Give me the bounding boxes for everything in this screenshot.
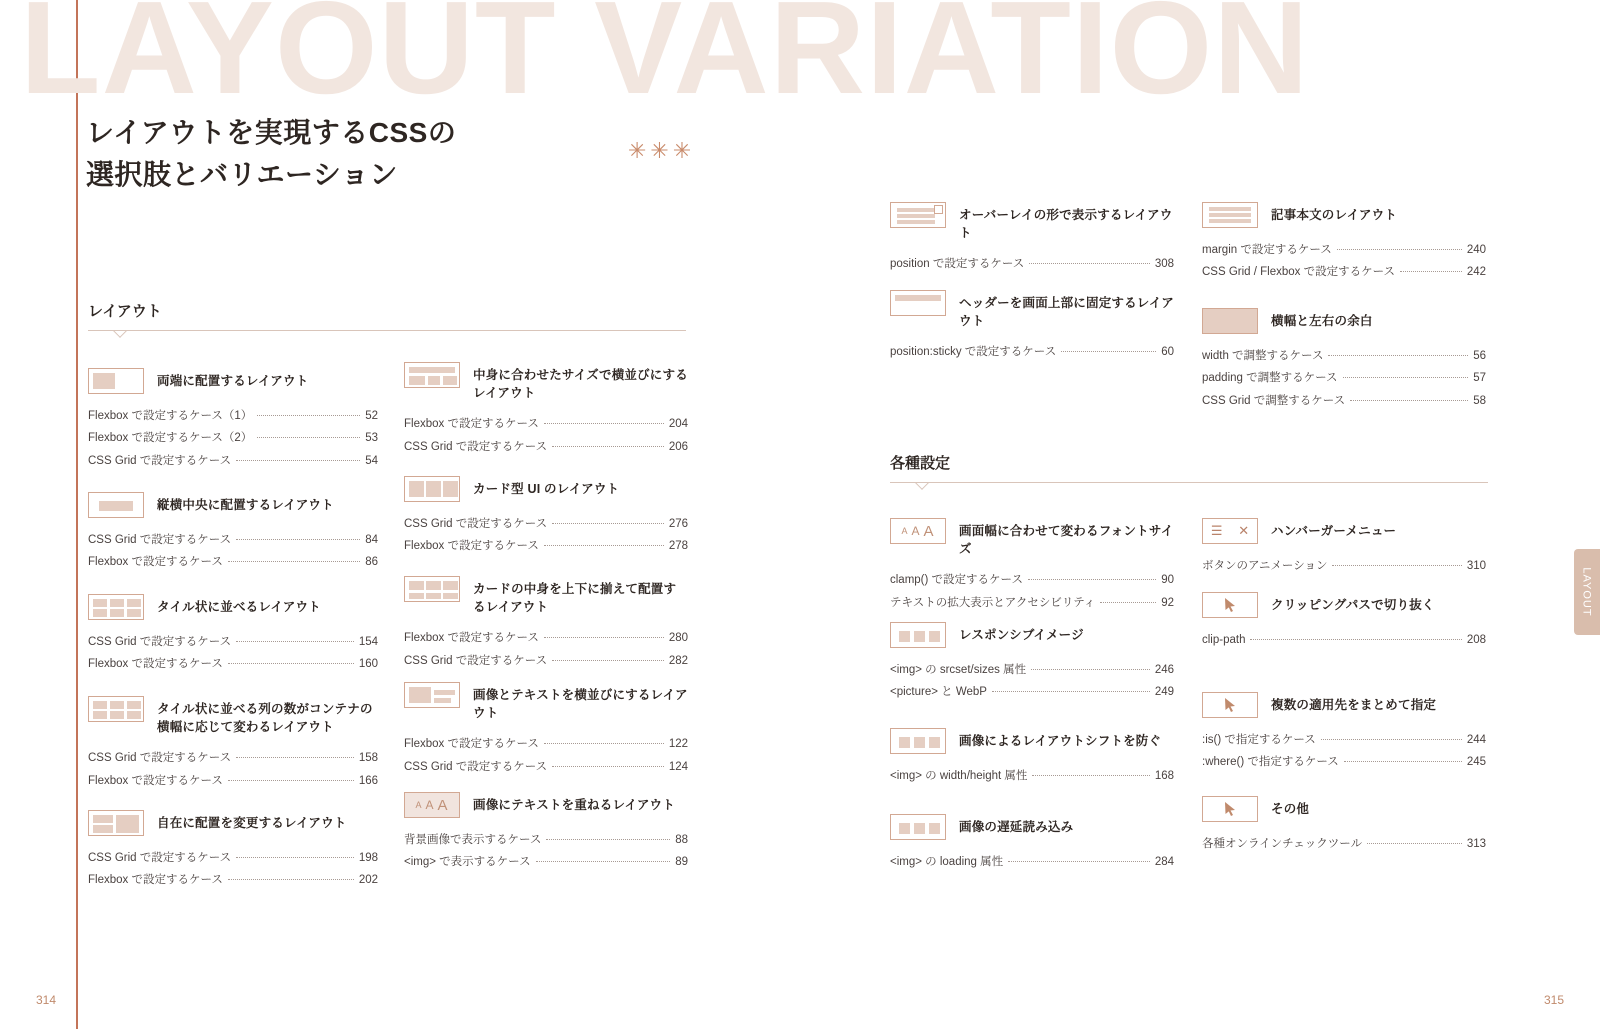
row-label: 各種オンラインチェックツール (1202, 838, 1363, 850)
row-page: 308 (1154, 258, 1174, 271)
entry-rows (88, 847, 378, 892)
cursor-arrow-icon (1222, 801, 1238, 817)
toc-row[interactable] (1202, 729, 1486, 751)
hamburger-lines-icon: ☰ (1210, 523, 1223, 538)
entry-header (890, 814, 1174, 840)
toc-entry-ryoutan[interactable] (88, 368, 378, 472)
leader-dots (1343, 377, 1469, 378)
entry-title: 中身に合わせたサイズで横並びにするレイアウト (473, 368, 688, 401)
row-label: <img> の loading 属性 (890, 856, 1004, 868)
toc-row[interactable] (88, 847, 378, 869)
entry-title: ヘッダーを画面上部に固定するレイアウト (959, 296, 1174, 329)
row-page: 57 (1473, 372, 1486, 385)
row-page: 122 (668, 738, 688, 751)
entry-header (890, 202, 1174, 242)
toc-entry-card-ui[interactable] (404, 476, 688, 558)
section-tick-settings (915, 482, 929, 491)
entry-header (404, 682, 688, 722)
entry-header (890, 518, 1174, 558)
toc-row[interactable] (890, 851, 1174, 873)
leader-dots (236, 641, 354, 642)
row-label: CSS Grid で設定するケース (88, 534, 232, 546)
thumbnail-hamburger (1202, 518, 1258, 544)
row-label: :is() で指定するケース (1202, 734, 1316, 746)
aaa-glyph: A A A (415, 796, 449, 814)
toc-row[interactable] (890, 253, 1174, 275)
leader-dots (1337, 249, 1462, 250)
entry-header (890, 290, 1174, 330)
entry-rows (404, 513, 688, 558)
toc-row[interactable] (890, 659, 1174, 681)
toc-row[interactable] (88, 653, 378, 675)
leader-dots (1100, 602, 1156, 603)
toc-row[interactable] (404, 535, 688, 557)
toc-row[interactable] (88, 427, 378, 449)
toc-entry-card-align[interactable] (404, 576, 688, 672)
entry-title: 記事本文のレイアウト (1271, 208, 1398, 222)
cursor-arrow-icon (1222, 697, 1238, 713)
row-page: 249 (1154, 686, 1174, 699)
asterisk-ornament: ✳✳✳ (628, 138, 696, 163)
leader-dots (228, 663, 354, 664)
row-page: 52 (365, 410, 378, 422)
toc-row[interactable] (1202, 261, 1486, 283)
row-page: 92 (1161, 596, 1174, 609)
toc-row[interactable] (1202, 555, 1486, 577)
row-label: Flexbox で設定するケース (88, 556, 223, 569)
leader-dots (544, 423, 664, 424)
row-page: 56 (1473, 350, 1486, 362)
row-page: 160 (358, 658, 378, 671)
row-page: 166 (358, 774, 378, 787)
leader-dots (546, 839, 670, 840)
toc-entry-juuou-chuuou[interactable] (88, 492, 378, 574)
row-label: <picture> と WebP (890, 686, 987, 699)
row-label: テキストの拡大表示とアクセシビリティ (890, 596, 1096, 609)
row-page: 245 (1466, 756, 1486, 769)
row-label: CSS Grid で設定するケース (404, 760, 548, 773)
row-label: width で調整するケース (1202, 350, 1324, 362)
row-page: 313 (1466, 838, 1486, 850)
row-label: Flexbox で設定するケース (88, 774, 223, 787)
toc-row[interactable] (88, 747, 378, 769)
leader-dots (1400, 271, 1462, 272)
entry-rows (1202, 345, 1486, 412)
thumbnail-cards-3 (404, 476, 460, 502)
entry-rows (404, 627, 688, 672)
row-page: 60 (1161, 346, 1174, 359)
page-title (86, 112, 456, 196)
toc-row[interactable] (404, 413, 688, 435)
row-page: 58 (1473, 394, 1486, 407)
row-label: ボタンのアニメーション (1202, 560, 1328, 572)
toc-entry-nakami-size[interactable] (404, 362, 688, 458)
row-page: 168 (1154, 770, 1174, 782)
section-rule-layout (88, 330, 686, 331)
leader-dots (236, 857, 354, 858)
leader-dots (552, 660, 664, 661)
entry-title: カードの中身を上下に揃えて配置するレイアウト (473, 582, 677, 615)
leader-dots (1032, 775, 1149, 776)
leader-dots (1344, 761, 1462, 762)
toc-row[interactable] (404, 513, 688, 535)
leader-dots (1328, 355, 1468, 356)
entry-title: 画面幅に合わせて変わるフォントサイズ (959, 524, 1174, 557)
page-title-line-2: 選択肢とバリエーション (86, 159, 398, 190)
entry-rows (890, 569, 1174, 614)
entry-rows (88, 747, 378, 792)
entry-header (1202, 202, 1486, 228)
thumbnail-cursor (1202, 692, 1258, 718)
row-page: 53 (365, 432, 378, 445)
entry-rows (890, 851, 1174, 873)
entry-header (404, 576, 688, 616)
hamburger-icon (1203, 519, 1257, 543)
leader-dots (1061, 351, 1156, 352)
leader-dots (228, 561, 360, 562)
entry-rows (88, 529, 378, 574)
toc-row[interactable] (404, 436, 688, 458)
toc-entry-img-text[interactable] (404, 682, 688, 778)
entry-rows (88, 405, 378, 472)
toc-row[interactable] (1202, 390, 1486, 412)
side-tab-label: LAYOUT (1581, 567, 1594, 617)
row-page: 84 (365, 534, 378, 546)
thumbnail-tiles-6 (88, 696, 144, 722)
toc-entry-hamburger[interactable] (1202, 518, 1486, 577)
toc-entry-clip-path[interactable] (1202, 592, 1486, 651)
entry-title: 複数の適用先をまとめて指定 (1271, 698, 1437, 712)
leader-dots (1250, 639, 1461, 640)
row-label: Flexbox で設定するケース（1） (88, 410, 253, 422)
row-page: 154 (358, 636, 378, 648)
row-label: Flexbox で設定するケース (404, 540, 539, 553)
toc-row[interactable] (404, 627, 688, 649)
row-label: Flexbox で設定するケース (404, 418, 539, 431)
toc-row[interactable] (404, 650, 688, 672)
leader-dots (544, 545, 664, 546)
toc-entry-layout-shift[interactable] (890, 728, 1174, 787)
toc-row[interactable] (88, 405, 378, 427)
row-label: Flexbox で設定するケース（2） (88, 432, 253, 445)
leader-dots (1031, 669, 1150, 670)
row-label: clamp() で設定するケース (890, 574, 1023, 587)
row-label: CSS Grid で設定するケース (404, 654, 548, 667)
leader-dots (536, 861, 671, 862)
toc-row[interactable] (890, 341, 1174, 363)
row-page: 242 (1466, 266, 1486, 279)
entry-header (890, 622, 1174, 648)
leader-dots (552, 446, 664, 447)
entry-header (88, 810, 378, 836)
row-page: 240 (1466, 244, 1486, 256)
toc-entry-article-body[interactable] (1202, 202, 1486, 284)
row-page: 280 (668, 632, 688, 645)
thumbnail-inline-sizes (404, 362, 460, 388)
entry-header (88, 594, 378, 620)
row-page: 198 (358, 852, 378, 864)
toc-row[interactable] (890, 681, 1174, 703)
toc-row[interactable] (1202, 751, 1486, 773)
row-page: 208 (1466, 634, 1486, 646)
row-label: Flexbox で設定するケース (88, 658, 223, 671)
toc-row[interactable] (88, 529, 378, 551)
entry-rows (404, 733, 688, 778)
entry-title: カード型 UI のレイアウト (473, 482, 620, 496)
row-label: Flexbox で設定するケース (88, 874, 223, 887)
toc-row[interactable] (88, 869, 378, 891)
entry-title: その他 (1271, 802, 1310, 816)
row-page: 158 (358, 752, 378, 765)
toc-row[interactable] (1202, 345, 1486, 367)
row-label: CSS Grid で設定するケース (404, 518, 548, 530)
toc-row[interactable] (890, 592, 1174, 614)
row-label: 背景画像で表示するケース (404, 834, 542, 846)
entry-title: 画像とテキストを横並びにするレイアウト (473, 688, 688, 721)
side-tab-layout[interactable] (1574, 549, 1600, 635)
watermark-title: LAYOUT VARIATION (20, 0, 1310, 121)
row-label: :where() で指定するケース (1202, 756, 1339, 769)
row-label: <img> の srcset/sizes 属性 (890, 664, 1027, 676)
entry-header (88, 492, 378, 518)
thumbnail-aaa-big (890, 518, 946, 544)
row-label: Flexbox で設定するケース (404, 738, 539, 751)
toc-entry-jizai[interactable] (88, 810, 378, 892)
entry-title: ハンバーガーメニュー (1271, 524, 1397, 538)
thumbnail-split-two (88, 368, 144, 394)
entry-rows (890, 253, 1174, 275)
entry-title: レスポンシブイメージ (959, 628, 1084, 642)
aaa-glyph: A A A (901, 522, 935, 540)
row-page: 310 (1466, 560, 1486, 572)
thumbnail-three-squares (890, 814, 946, 840)
leader-dots (544, 743, 664, 744)
entry-rows (404, 829, 688, 874)
entry-header (88, 368, 378, 394)
row-label: position:sticky で設定するケース (890, 346, 1057, 359)
entry-header (1202, 518, 1486, 544)
thumbnail-three-squares (890, 728, 946, 754)
toc-row[interactable] (1202, 629, 1486, 651)
toc-row[interactable] (890, 569, 1174, 591)
thumbnail-three-squares (890, 622, 946, 648)
row-page: 244 (1466, 734, 1486, 746)
toc-row[interactable] (404, 829, 688, 851)
row-page: 284 (1154, 856, 1174, 868)
leader-dots (236, 539, 360, 540)
row-label: CSS Grid で調整するケース (1202, 394, 1346, 407)
row-label: CSS Grid で設定するケース (404, 440, 548, 453)
entry-rows (1202, 629, 1486, 651)
toc-row[interactable] (1202, 833, 1486, 855)
row-page: 204 (668, 418, 688, 431)
entry-title: 横幅と左右の余白 (1271, 314, 1373, 328)
row-label: <img> で表示するケース (404, 856, 531, 869)
section-tick-layout (113, 330, 127, 339)
toc-entry-img-overlay-text[interactable] (404, 792, 688, 874)
thumbnail-cards-align (404, 576, 460, 602)
entry-header (1202, 692, 1486, 718)
entry-rows (1202, 729, 1486, 774)
entry-header (404, 476, 688, 502)
entry-header (404, 362, 688, 402)
leader-dots (228, 780, 354, 781)
thumbnail-solid-block (1202, 308, 1258, 334)
toc-entry-font-size[interactable] (890, 518, 1174, 614)
toc-entry-responsive-image[interactable] (890, 622, 1174, 704)
row-page: 89 (675, 856, 688, 869)
toc-row[interactable] (890, 765, 1174, 787)
entry-title: 自在に配置を変更するレイアウト (157, 816, 347, 830)
leader-dots (228, 879, 354, 880)
entry-rows (88, 631, 378, 676)
entry-title: クリッピングパスで切り抜く (1271, 598, 1435, 612)
folio-right: 315 (1543, 993, 1564, 1007)
row-label: CSS Grid / Flexbox で設定するケース (1202, 266, 1396, 279)
entry-rows (890, 341, 1174, 363)
entry-title: 画像によるレイアウトシフトを防ぐ (959, 734, 1162, 748)
leader-dots (1350, 400, 1468, 401)
thumbnail-img-text (404, 682, 460, 708)
entry-title: 両端に配置するレイアウト (157, 374, 309, 388)
close-icon: ✕ (1238, 523, 1250, 538)
thumbnail-aaa-icon (404, 792, 460, 818)
leader-dots (236, 757, 354, 758)
thumbnail-cursor (1202, 796, 1258, 822)
toc-row[interactable] (404, 756, 688, 778)
toc-entry-tile[interactable] (88, 594, 378, 676)
left-margin-rule (76, 0, 78, 1029)
row-label: position で設定するケース (890, 258, 1025, 271)
toc-row[interactable] (88, 631, 378, 653)
row-page: 276 (668, 518, 688, 530)
thumbnail-cursor (1202, 592, 1258, 618)
toc-row[interactable] (88, 450, 378, 472)
entry-rows (404, 413, 688, 458)
section-rule-settings (890, 482, 1488, 483)
row-page: 124 (668, 760, 688, 773)
row-page: 282 (668, 654, 688, 667)
row-page: 206 (668, 440, 688, 453)
thumbnail-header-fixed (890, 290, 946, 316)
row-label: CSS Grid で設定するケース (88, 852, 232, 864)
section-heading-layout: レイアウト (88, 303, 162, 320)
leader-dots (552, 766, 664, 767)
entry-rows (1202, 833, 1486, 855)
toc-row[interactable] (88, 770, 378, 792)
toc-row[interactable] (1202, 367, 1486, 389)
cursor-arrow-icon (1222, 597, 1238, 613)
entry-header (1202, 592, 1486, 618)
row-page: 246 (1154, 664, 1174, 676)
row-label: clip-path (1202, 634, 1246, 646)
toc-row[interactable] (1202, 239, 1486, 261)
entry-header (88, 696, 378, 736)
toc-entry-lazy-load[interactable] (890, 814, 1174, 873)
row-label: Flexbox で設定するケース (404, 632, 539, 645)
row-label: CSS Grid で設定するケース (88, 636, 232, 648)
row-label: padding で調整するケース (1202, 372, 1338, 385)
toc-row[interactable] (404, 851, 688, 873)
thumbnail-overlay (890, 202, 946, 228)
leader-dots (552, 523, 664, 524)
row-page: 86 (365, 556, 378, 569)
toc-entry-multi-target[interactable] (1202, 692, 1486, 774)
entry-title: 画像にテキストを重ねるレイアウト (473, 798, 675, 812)
toc-entry-overlay[interactable] (890, 202, 1174, 276)
thumbnail-center-block (88, 492, 144, 518)
page-title-line-1: レイアウトを実現するCSSの (86, 117, 457, 148)
entry-title: タイル状に並べる列の数がコンテナの横幅に応じて変わるレイアウト (157, 702, 373, 735)
entry-rows (890, 765, 1174, 787)
toc-row[interactable] (404, 733, 688, 755)
row-label: CSS Grid で設定するケース (88, 454, 232, 467)
entry-title: オーバーレイの形で表示するレイアウト (959, 208, 1173, 241)
leader-dots (257, 437, 360, 438)
entry-header (404, 792, 688, 818)
toc-entry-tile-responsive[interactable] (88, 696, 378, 792)
leader-dots (1332, 565, 1461, 566)
leader-dots (544, 637, 664, 638)
row-label: margin で設定するケース (1202, 244, 1332, 256)
row-page: 202 (358, 874, 378, 887)
entry-title: 画像の遅延読み込み (959, 820, 1074, 834)
entry-header (890, 728, 1174, 754)
entry-rows (890, 659, 1174, 704)
folio-left: 314 (36, 993, 57, 1007)
leader-dots (1321, 739, 1462, 740)
leader-dots (1367, 843, 1462, 844)
row-page: 54 (365, 454, 378, 467)
row-page: 90 (1161, 574, 1174, 587)
entry-rows (1202, 555, 1486, 577)
row-label: <img> の width/height 属性 (890, 770, 1028, 782)
toc-entry-width-margin[interactable] (1202, 308, 1486, 412)
thumbnail-free-layout (88, 810, 144, 836)
toc-row[interactable] (88, 551, 378, 573)
leader-dots (236, 460, 360, 461)
row-label: CSS Grid で設定するケース (88, 752, 232, 765)
entry-title: タイル状に並べるレイアウト (157, 600, 321, 614)
entry-title: 縦横中央に配置するレイアウト (157, 498, 334, 512)
entry-header (1202, 308, 1486, 334)
thumbnail-lines-4 (1202, 202, 1258, 228)
thumbnail-tiles-6 (88, 594, 144, 620)
row-page: 88 (675, 834, 688, 846)
section-heading-settings: 各種設定 (890, 455, 951, 472)
leader-dots (1008, 861, 1150, 862)
entry-rows (1202, 239, 1486, 284)
leader-dots (992, 691, 1150, 692)
toc-entry-other[interactable] (1202, 796, 1486, 855)
leader-dots (1029, 263, 1150, 264)
toc-entry-header-sticky[interactable] (890, 290, 1174, 364)
leader-dots (1028, 579, 1156, 580)
entry-header (1202, 796, 1486, 822)
row-page: 278 (668, 540, 688, 553)
leader-dots (257, 415, 360, 416)
